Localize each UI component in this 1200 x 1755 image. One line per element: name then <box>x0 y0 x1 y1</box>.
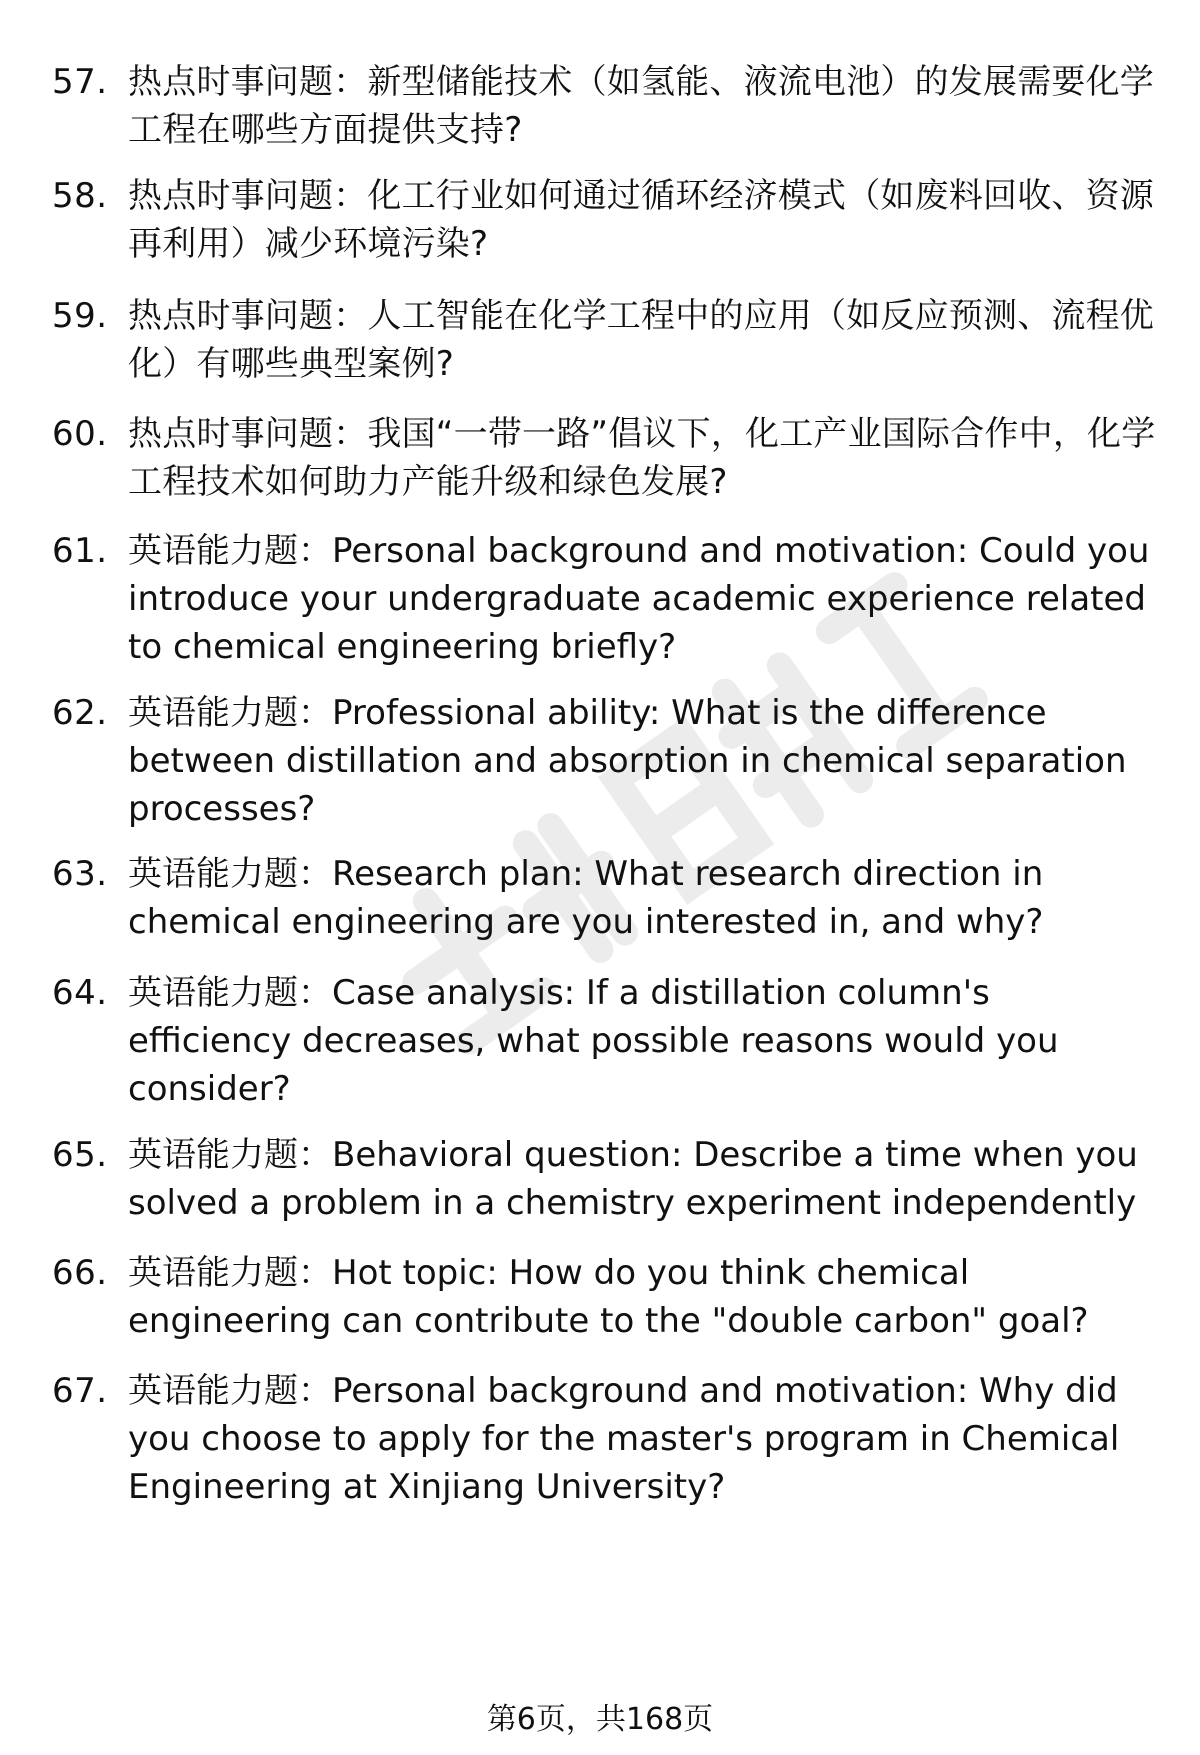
question-text: 热点时事问题：我国“一带一路”倡议下，化工产业国际合作中，化学工程技术如何助力产能升级和绿色发展? <box>128 414 1156 502</box>
question-text: 英语能力题：Personal background and motivation: Could you introduce your undergraduate academic experience related to chemical engineering briefly? <box>128 531 1150 667</box>
question-number: 59. <box>52 296 108 336</box>
question-number: 60. <box>52 414 108 454</box>
page-footer: 第6页，共168页 <box>486 1702 714 1737</box>
question-number: 64. <box>52 973 108 1013</box>
question-number: 61. <box>52 531 108 571</box>
question-text: 英语能力题：Research plan: What research direction in chemical engineering are you interested in, and why? <box>128 854 1044 942</box>
question-number: 57. <box>52 62 108 102</box>
question-number: 66. <box>52 1253 108 1293</box>
question-text: 英语能力题：Hot topic: How do you think chemical engineering can contribute to the "double carbon" goal? <box>128 1253 1089 1341</box>
question-text: 英语能力题：Behavioral question: Describe a time when you solved a problem in a chemistry experiment independently <box>128 1135 1138 1223</box>
question-number: 58. <box>52 176 108 216</box>
question-text: 热点时事问题：化工行业如何通过循环经济模式（如废料回收、资源再利用）减少环境污染? <box>128 176 1154 264</box>
question-text: 热点时事问题：新型储能技术（如氢能、液流电池）的发展需要化学工程在哪些方面提供支持? <box>128 62 1154 150</box>
question-number: 62. <box>52 693 108 733</box>
question-text: 热点时事问题：人工智能在化学工程中的应用（如反应预测、流程优化）有哪些典型案例? <box>128 296 1154 384</box>
question-number: 67. <box>52 1371 108 1411</box>
question-text: 英语能力题：Case analysis: If a distillation column's efficiency decreases, what possible reasons would you consider? <box>128 973 1059 1109</box>
question-text: 英语能力题：Personal background and motivation: Why did you choose to apply for the master's program in Chemical Engineering at Xinjiang University? <box>128 1371 1120 1507</box>
question-text: 英语能力题：Professional ability: What is the difference between distillation and absorption in chemical separation processes? <box>128 693 1127 829</box>
question-number: 65. <box>52 1135 108 1175</box>
question-number: 63. <box>52 854 108 894</box>
